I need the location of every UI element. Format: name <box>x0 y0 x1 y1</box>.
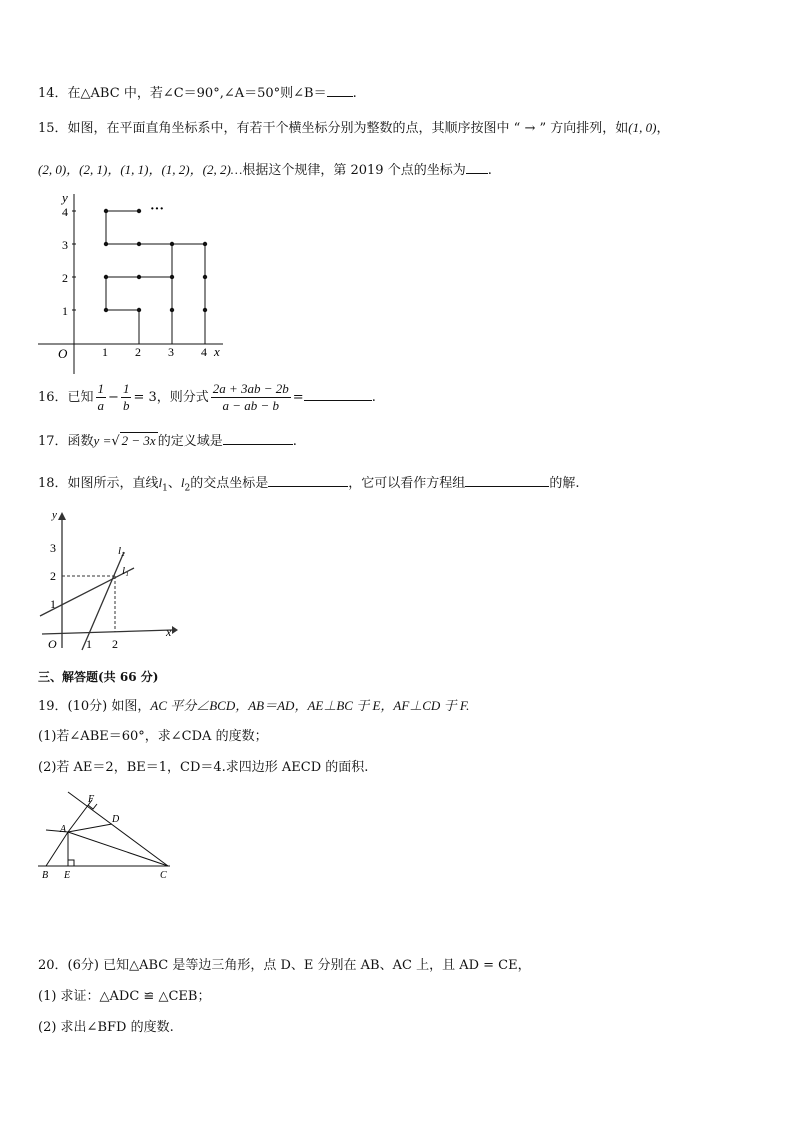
q19-conditions: AC 平分∠BCD，AB＝AD，AE⊥BC 于 E，AF⊥CD 于 F. <box>150 698 470 713</box>
q17-func: y = <box>93 433 112 448</box>
q15-comma: ， <box>656 121 670 136</box>
fig19-label-F: F <box>88 794 95 805</box>
q15-text: 15．如图，在平面直角坐标系中，有若干个横坐标分别为整数的点，其顺序按图中 “ → ” 方向排列，如 <box>38 121 629 136</box>
q16-fraction-1b <box>121 381 132 414</box>
q16-fraction-1a <box>96 381 107 414</box>
fig15-ytick-1: 1 <box>62 304 68 318</box>
q14-answer-blank <box>327 82 353 97</box>
fig15-ytick-2: 2 <box>62 271 68 285</box>
q16-f2-num: 1 <box>122 381 130 396</box>
q17-sqrt-sign: √ <box>111 434 120 449</box>
q15-end: . <box>487 163 492 178</box>
question-19-part1: (1)若∠ABE＝60°，求∠CDA 的度数； <box>38 729 268 744</box>
fig19-label-B: B <box>42 870 49 881</box>
question-17 <box>38 430 297 452</box>
q18-mid: 的交点坐标是 <box>190 476 269 491</box>
q16-prefix: 16．已知 <box>38 390 94 405</box>
fig18-ytick-2: 2 <box>50 569 56 583</box>
fig18-x-label: x <box>166 625 172 639</box>
q14-suffix: . <box>352 86 357 101</box>
fig15-ellipsis: ··· <box>150 202 165 217</box>
q18-prefix: 18．如图所示，直线 <box>38 476 159 491</box>
fig15-ytick-4: 4 <box>62 205 68 219</box>
fig15-y-label: y <box>62 190 68 205</box>
q18-sep: 、 <box>167 476 181 491</box>
fig18-y-label: y <box>52 509 57 521</box>
figure-18-lines <box>38 508 178 653</box>
fig18-l2-label: l₂ <box>118 545 125 557</box>
q14-triangle: △ABC <box>80 86 120 101</box>
q18-blank-1 <box>268 472 348 487</box>
question-15-line2 <box>38 159 492 181</box>
fig15-xtick-1: 1 <box>102 345 108 359</box>
q16-fraction-expr <box>211 381 291 414</box>
fig18-origin: O <box>48 637 57 651</box>
q17-radicand: 2 − 3x <box>121 433 156 448</box>
q16-f3-num: 2a + 3ab − 2b <box>212 381 289 396</box>
q16-f2-den: b <box>122 398 130 413</box>
q16-suffix: . <box>371 390 376 405</box>
q18-l2: l <box>180 475 185 490</box>
q15-point: (1, 0) <box>628 120 657 135</box>
question-20-line1: 20．(6分) 已知△ABC 是等边三角形，点 D、E 分别在 AB、AC 上，且 AD = CE， <box>38 958 531 973</box>
figure-15-lattice <box>38 188 228 378</box>
q16-f1-num: 1 <box>97 381 105 396</box>
q14-prefix: 14．在 <box>38 86 81 101</box>
q16-minus: − <box>108 390 119 405</box>
fig15-x-label: x <box>214 344 220 359</box>
q18-l1-sub: 1 <box>162 483 168 494</box>
q18-mid2: ，它可以看作方程组 <box>348 476 466 491</box>
question-18 <box>38 472 579 499</box>
question-19-line1 <box>38 696 469 717</box>
fig15-xtick-3: 3 <box>168 345 174 359</box>
question-20-part1: (1) 求证：△ADC ≌ △CEB； <box>38 989 211 1004</box>
q16-answer-blank <box>304 386 372 401</box>
fig19-label-C: C <box>160 870 167 881</box>
section-3-heading: 三、解答题(共 66 分) <box>38 670 159 684</box>
fig18-ytick-3: 3 <box>50 541 56 555</box>
q14-text: 中，若∠C＝90°,∠A＝50°则∠B＝ <box>119 86 327 101</box>
question-20-part2: (2) 求出∠BFD 的度数. <box>38 1020 174 1035</box>
q17-prefix: 17．函数 <box>38 434 94 449</box>
q18-l2-sub: 2 <box>184 483 191 494</box>
fig15-ytick-3: 3 <box>62 238 68 252</box>
question-16 <box>38 380 376 416</box>
figure-19-geometry <box>38 792 178 884</box>
fig18-xtick-1: 1 <box>86 637 92 651</box>
q16-f1-den: a <box>97 398 105 413</box>
q17-answer-blank <box>223 430 293 445</box>
fig19-label-A: A <box>60 824 67 835</box>
q18-suffix: 的解. <box>549 476 580 491</box>
q17-text: 的定义域是 <box>157 434 223 449</box>
q16-eq2: = <box>292 390 304 405</box>
fig18-l1-label: l₁ <box>122 565 129 577</box>
q19-prefix: 19．(10分) 如图， <box>38 699 151 714</box>
fig18-ytick-1: 1 <box>50 597 56 611</box>
q15-text2: 根据这个规律，第 2019 个点的坐标为 <box>242 163 466 178</box>
q18-l1: l <box>158 475 163 490</box>
fig18-xtick-2: 2 <box>112 637 118 651</box>
q18-blank-2 <box>465 472 549 487</box>
q16-f3-den: a − ab − b <box>222 398 280 413</box>
q16-eq: = 3，则分式 <box>133 390 209 405</box>
fig15-origin: O <box>58 346 68 361</box>
q17-suffix: . <box>292 434 297 449</box>
fig15-xtick-4: 4 <box>201 345 207 359</box>
question-15-line1 <box>38 118 669 139</box>
q15-points: (2, 0)，(2, 1)，(1, 1)，(1, 2)，(2, 2)… <box>38 162 243 177</box>
question-14 <box>38 82 357 104</box>
fig19-label-D: D <box>112 814 120 825</box>
question-19-part2: (2)若 AE＝2，BE＝1，CD＝4.求四边形 AECD 的面积. <box>38 760 369 775</box>
fig19-label-E: E <box>64 870 71 881</box>
q15-answer-blank <box>466 159 488 174</box>
fig15-xtick-2: 2 <box>135 345 141 359</box>
